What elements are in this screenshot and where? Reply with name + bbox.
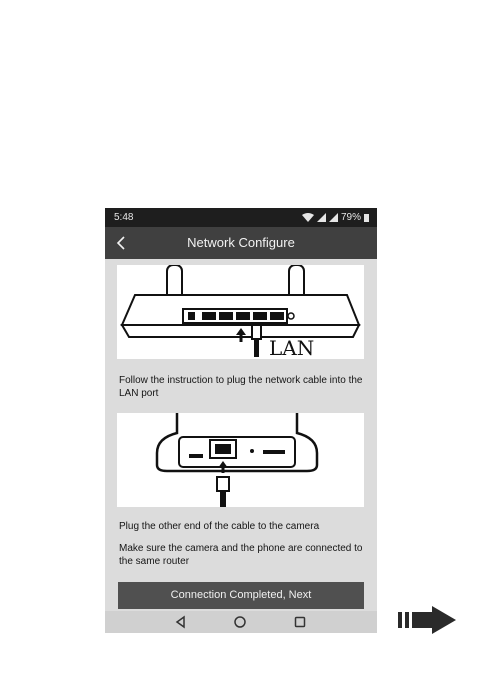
signal-icon-2 bbox=[329, 213, 338, 222]
back-triangle-icon[interactable] bbox=[174, 615, 188, 629]
camera-network-port-illustration bbox=[117, 413, 364, 507]
step-3-caption: Make sure the camera and the phone are connected to the same router bbox=[119, 543, 363, 567]
battery-percent: 79% bbox=[340, 212, 361, 223]
status-bar bbox=[105, 208, 377, 227]
signal-icon bbox=[317, 213, 326, 222]
phone-screen bbox=[105, 208, 377, 633]
home-circle-icon[interactable] bbox=[233, 615, 247, 629]
right-arrow-icon bbox=[398, 606, 456, 634]
step-1-caption: Follow the instruction to plug the network cable into the LAN port bbox=[119, 375, 363, 399]
step-2-caption: Plug the other end of the cable to the camera bbox=[119, 521, 320, 532]
lan-label: LAN bbox=[269, 336, 315, 359]
status-time: 5:48 bbox=[114, 212, 134, 223]
battery-icon bbox=[364, 214, 369, 222]
recents-square-icon[interactable] bbox=[293, 615, 307, 629]
android-nav-bar bbox=[105, 611, 377, 633]
status-icons bbox=[302, 208, 369, 227]
connection-completed-next-button[interactable]: Connection Completed, Next bbox=[118, 582, 364, 609]
router-lan-port-illustration bbox=[117, 265, 364, 359]
app-bar bbox=[105, 227, 377, 259]
wifi-icon bbox=[302, 213, 314, 222]
page-title: Network Configure bbox=[187, 235, 295, 250]
